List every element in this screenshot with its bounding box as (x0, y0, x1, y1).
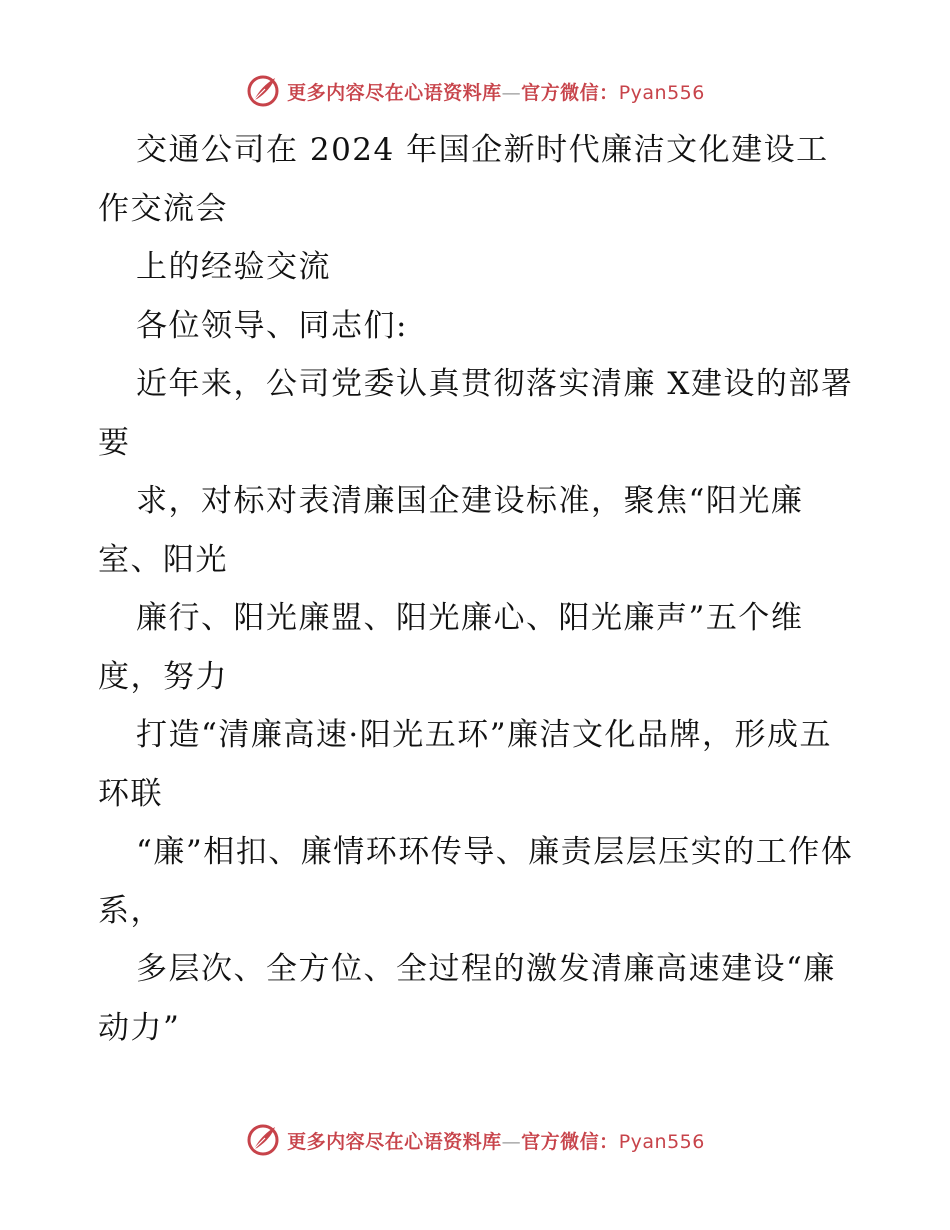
banner-text (287, 1127, 705, 1154)
body-paragraph: “廉”相扣、廉情环环传导、廉责层层压实的工作体系， (98, 834, 854, 929)
banner-wechat-label: 官方微信： (521, 81, 619, 104)
banner-separator: — (501, 1130, 522, 1153)
header-banner (0, 71, 950, 111)
body-paragraph: 打造“清廉高速·阳光五环”廉洁文化品牌，形成五环联 (98, 717, 833, 812)
banner-wechat-label: 官方微信： (521, 1130, 619, 1153)
banner-site-name: 更多内容尽在心语资料库 (287, 1130, 502, 1153)
banner-site-name: 更多内容尽在心语资料库 (287, 81, 502, 104)
salutation: 各位领导、同志们: (136, 307, 408, 344)
banner-wechat-id: Pyan556 (618, 1130, 705, 1153)
body-paragraph: 求，对标对表清廉国企建设标准，聚焦“阳光廉室、阳光 (98, 483, 804, 578)
banner-wechat-id: Pyan556 (618, 81, 705, 104)
title-line-2: 上的经验交流 (136, 249, 331, 285)
body-paragraph: 廉行、阳光廉盟、阳光廉心、阳光廉声”五个维度，努力 (98, 600, 804, 695)
body-paragraph: 多层次、全方位、全过程的激发清廉高速建设“廉动力” (98, 951, 836, 1046)
footer-banner (0, 1120, 950, 1160)
body-paragraph: 近年来，公司党委认真贯彻落实清廉 X建设的部署要 (98, 366, 854, 461)
document-body (98, 121, 858, 1057)
title-line-1: 交通公司在 2024 年国企新时代廉洁文化建设工作交流会 (98, 132, 829, 227)
feather-pen-circle-icon (245, 1122, 281, 1158)
banner-text (287, 78, 705, 105)
feather-pen-circle-icon (245, 73, 281, 109)
banner-separator: — (501, 81, 522, 104)
